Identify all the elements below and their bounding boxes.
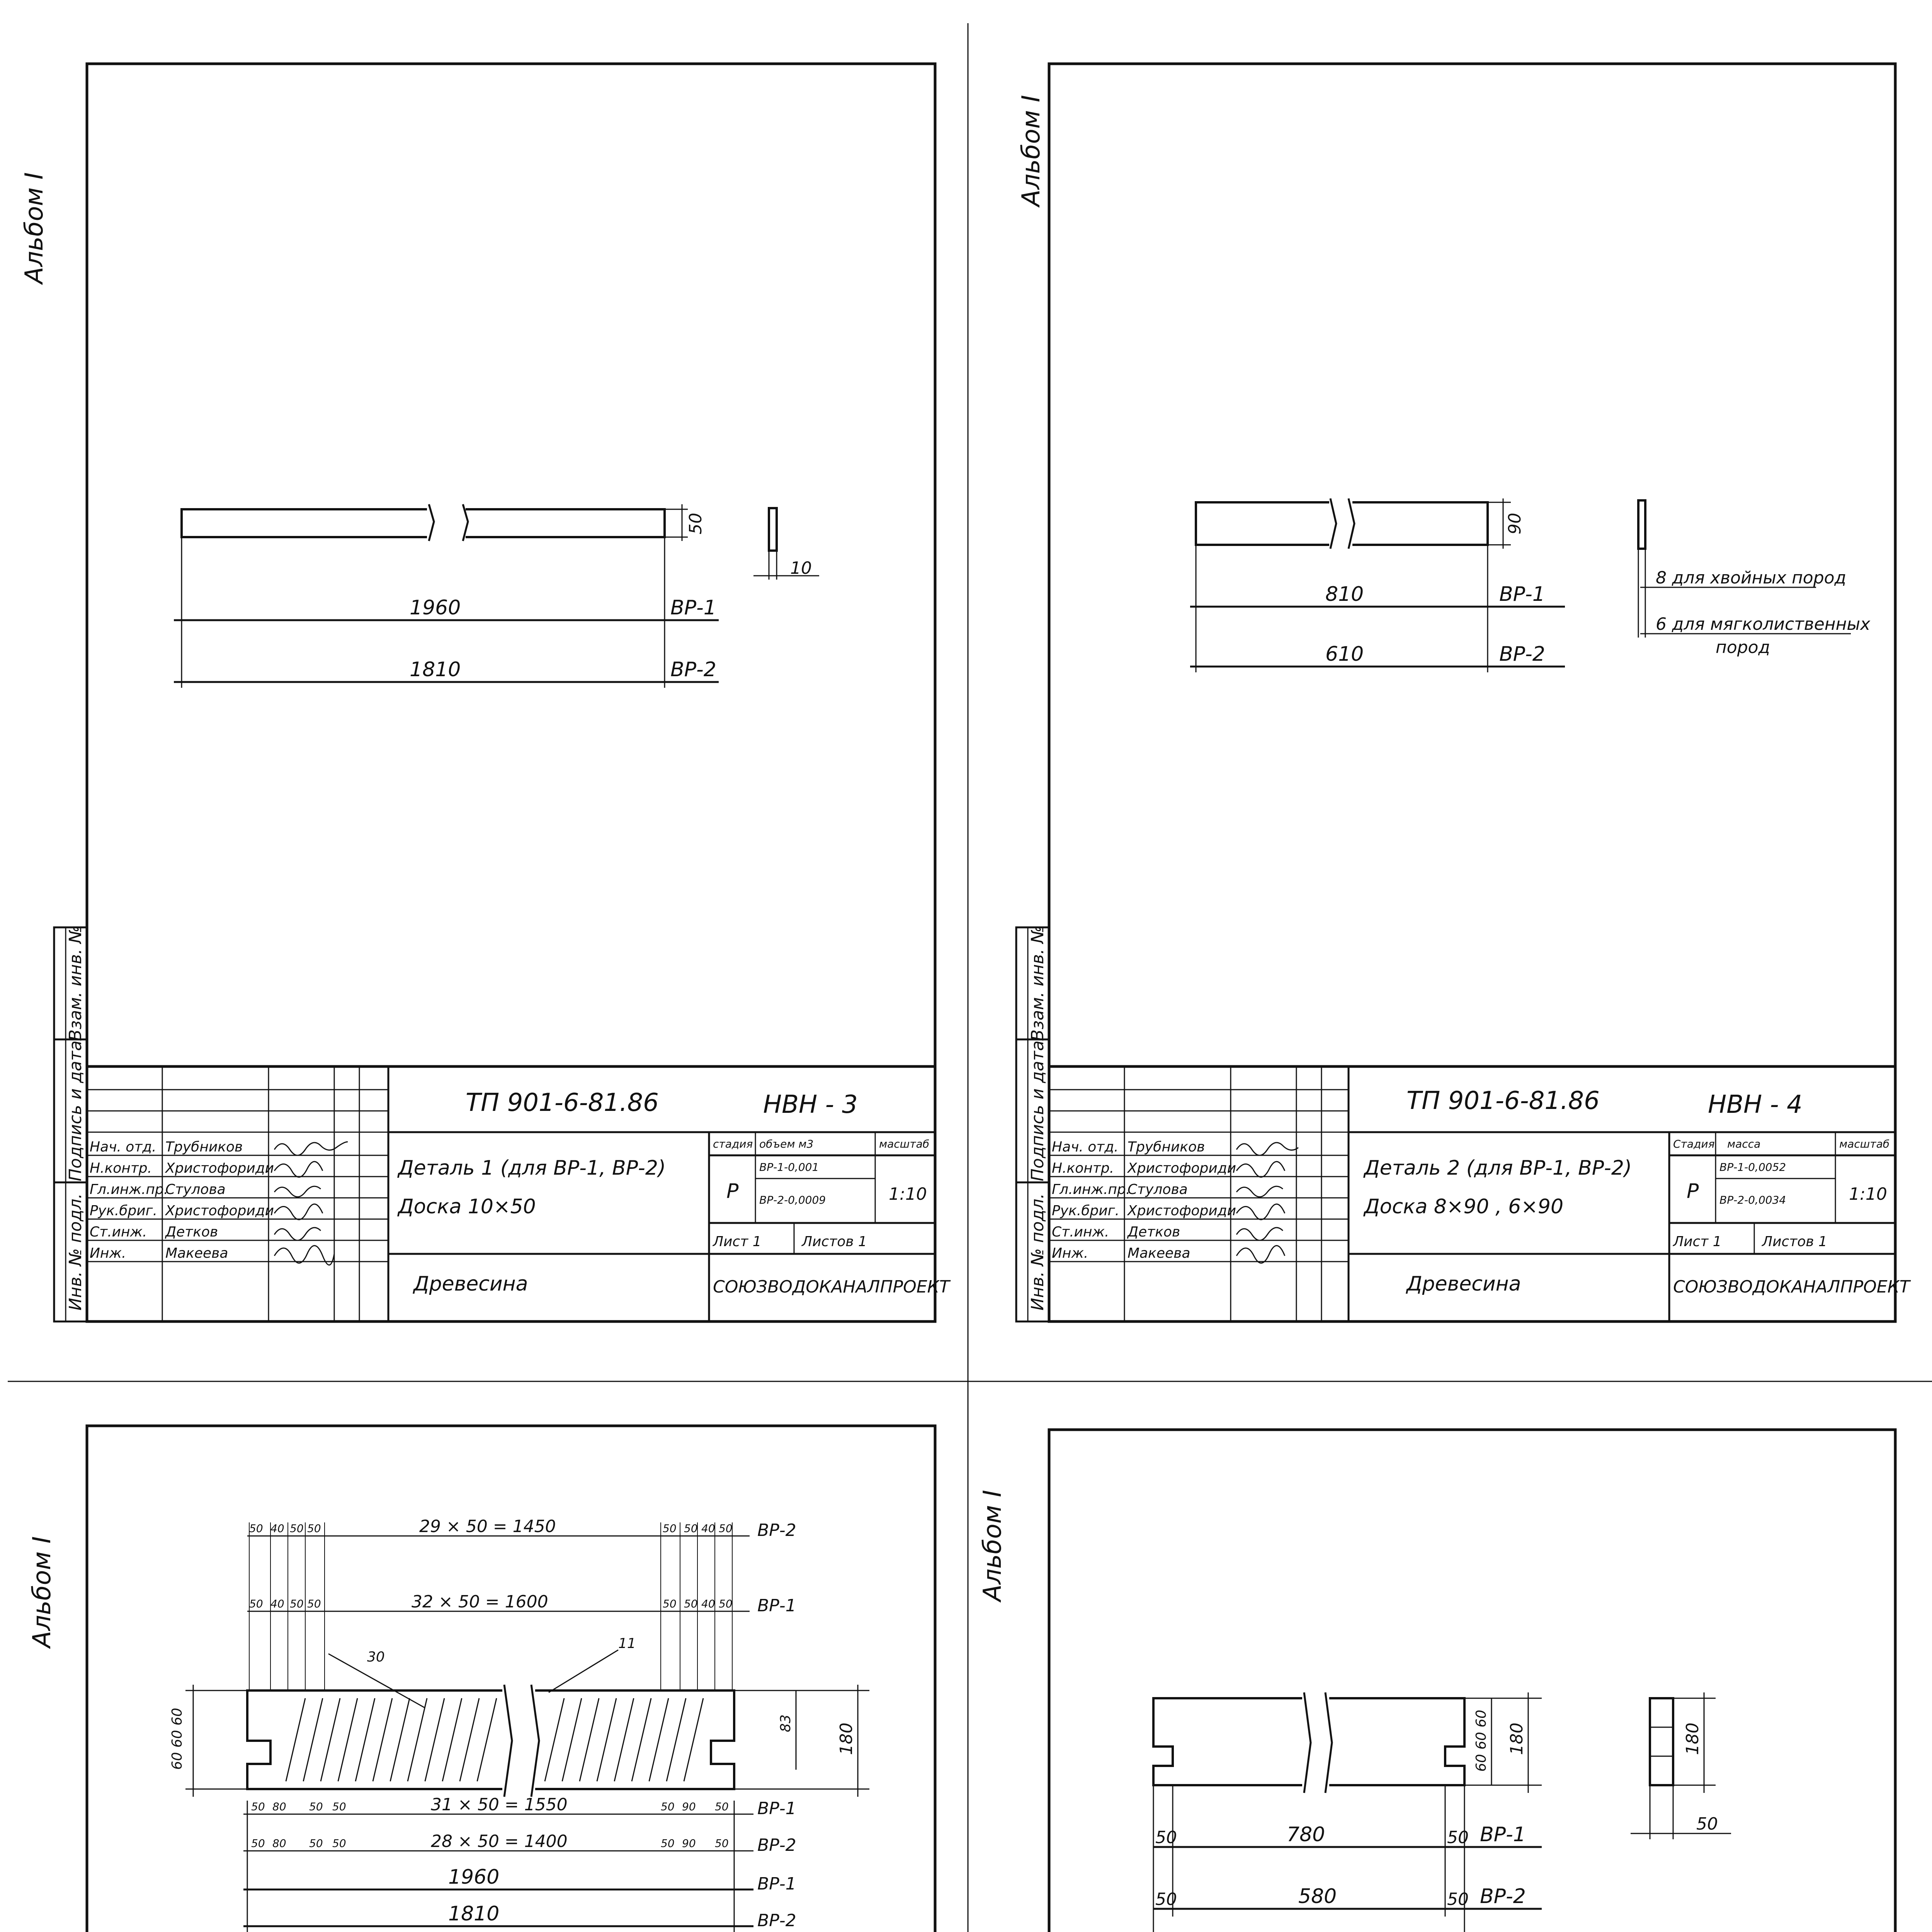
svg-text:780: 780 — [1287, 1823, 1325, 1846]
svg-text:50: 50 — [684, 1597, 698, 1610]
signatures — [1236, 1143, 1298, 1263]
svg-text:Листов 1: Листов 1 — [802, 1234, 867, 1250]
sheet-code: НВН - 4 — [1708, 1090, 1803, 1119]
svg-text:ВР-1: ВР-1 — [757, 1874, 796, 1894]
svg-text:90: 90 — [682, 1837, 696, 1850]
svg-text:29 × 50 = 1450: 29 × 50 = 1450 — [419, 1517, 556, 1536]
svg-text:Ст.инж.: Ст.инж. — [90, 1224, 147, 1240]
signatures — [274, 1142, 348, 1265]
svg-text:1:10: 1:10 — [1849, 1184, 1887, 1204]
detail-title: Деталь 1 (для ВР-1, ВР-2) — [398, 1156, 666, 1180]
svg-text:50: 50 — [1447, 1828, 1469, 1847]
svg-text:1960: 1960 — [448, 1866, 500, 1889]
svg-text:Нач. отд.: Нач. отд. — [1052, 1139, 1119, 1155]
svg-text:ВР-1: ВР-1 — [757, 1596, 796, 1616]
svg-text:31 × 50 = 1550: 31 × 50 = 1550 — [431, 1795, 568, 1815]
svg-text:Гл.инж.пр.: Гл.инж.пр. — [90, 1182, 168, 1197]
svg-text:Взам. инв. №: Взам. инв. № — [66, 925, 85, 1041]
svg-text:180: 180 — [1683, 1723, 1702, 1755]
svg-text:50: 50 — [251, 1837, 265, 1850]
svg-text:Лист 1: Лист 1 — [713, 1234, 762, 1250]
svg-text:стадия: стадия — [713, 1138, 753, 1150]
svg-text:40: 40 — [701, 1597, 715, 1610]
svg-text:Инв. № подл.: Инв. № подл. — [1028, 1193, 1048, 1311]
svg-text:Инж.: Инж. — [1052, 1245, 1088, 1261]
svg-text:Стулова: Стулова — [1128, 1182, 1188, 1197]
svg-text:40: 40 — [270, 1522, 284, 1535]
svg-text:60 60 60: 60 60 60 — [1473, 1709, 1489, 1772]
project-code: ТП 901-6-81.86 — [1406, 1087, 1600, 1115]
svg-text:50: 50 — [663, 1522, 677, 1535]
board-section — [1650, 1698, 1673, 1785]
svg-text:1960: 1960 — [410, 596, 461, 619]
board-front-view — [182, 509, 665, 537]
svg-text:объем м3: объем м3 — [759, 1138, 814, 1150]
svg-text:Трубников: Трубников — [165, 1139, 243, 1155]
album-label: Альбом I — [1017, 95, 1046, 207]
svg-text:50: 50 — [719, 1522, 733, 1535]
svg-text:масштаб: масштаб — [1839, 1138, 1890, 1150]
svg-text:50: 50 — [290, 1522, 304, 1535]
svg-text:Инв. № подл.: Инв. № подл. — [66, 1193, 85, 1311]
organization: СОЮЗВОДОКАНАЛПРОЕКТ — [713, 1277, 950, 1297]
svg-text:Гл.инж.пр.: Гл.инж.пр. — [1052, 1182, 1131, 1197]
svg-text:Лист 1: Лист 1 — [1673, 1234, 1722, 1250]
side-stamp — [54, 926, 87, 1321]
svg-text:ВР-1: ВР-1 — [757, 1799, 796, 1818]
board-size: Доска 8×90 , 6×90 — [1364, 1195, 1564, 1218]
svg-text:Рук.бриг.: Рук.бриг. — [90, 1203, 158, 1219]
svg-text:ВР-2-0,0034: ВР-2-0,0034 — [1719, 1194, 1786, 1206]
svg-text:Христофориди: Христофориди — [165, 1203, 274, 1219]
svg-text:580: 580 — [1298, 1885, 1337, 1908]
svg-text:180: 180 — [1507, 1723, 1527, 1755]
svg-text:1810: 1810 — [448, 1902, 500, 1925]
part-drawing-detail-4 — [1153, 1692, 1731, 1932]
svg-text:Христофориди: Христофориди — [1128, 1160, 1236, 1176]
part-drawing-detail-3 — [169, 1517, 869, 1932]
svg-text:Христофориди: Христофориди — [165, 1160, 274, 1176]
svg-text:Р: Р — [726, 1180, 739, 1203]
svg-text:50: 50 — [332, 1800, 346, 1813]
svg-text:ВР-1-0,001: ВР-1-0,001 — [759, 1161, 819, 1173]
svg-text:28 × 50 = 1400: 28 × 50 = 1400 — [431, 1832, 568, 1851]
svg-text:8 для хвойных пород: 8 для хвойных пород — [1656, 568, 1846, 588]
svg-text:ВР-1: ВР-1 — [670, 596, 716, 619]
svg-text:ВР-2: ВР-2 — [757, 1835, 796, 1855]
svg-text:Стулова: Стулова — [165, 1182, 226, 1197]
sheet-code: НВН - 3 — [763, 1090, 858, 1119]
part-drawing-detail-1 — [174, 504, 819, 688]
svg-text:Детков: Детков — [1128, 1224, 1180, 1240]
svg-text:Подпись и дата: Подпись и дата — [66, 1040, 85, 1182]
svg-text:90: 90 — [1505, 513, 1525, 534]
svg-text:50: 50 — [686, 513, 706, 534]
svg-text:50: 50 — [1696, 1814, 1718, 1834]
svg-text:32 × 50 = 1600: 32 × 50 = 1600 — [412, 1592, 548, 1612]
album-label: Альбом I — [20, 172, 49, 284]
svg-text:50: 50 — [332, 1837, 346, 1850]
material: Древесина — [1406, 1272, 1521, 1296]
board-section — [769, 508, 777, 551]
svg-text:40: 40 — [270, 1597, 284, 1610]
svg-text:пород: пород — [1716, 638, 1770, 657]
svg-text:Взам. инв. №: Взам. инв. № — [1028, 925, 1048, 1041]
svg-text:ВР-2: ВР-2 — [757, 1911, 796, 1930]
svg-text:180: 180 — [837, 1723, 856, 1755]
svg-text:1:10: 1:10 — [889, 1184, 927, 1204]
svg-text:масштаб: масштаб — [879, 1138, 930, 1150]
detail-title: Деталь 2 (для ВР-1, ВР-2) — [1364, 1156, 1632, 1180]
svg-text:Инж.: Инж. — [90, 1245, 126, 1261]
sheet-nvn-6 — [978, 1430, 1932, 1932]
project-code: ТП 901-6-81.86 — [466, 1088, 659, 1117]
svg-text:ВР-1: ВР-1 — [1499, 583, 1545, 606]
title-block — [1049, 1066, 1911, 1321]
svg-text:Рук.бриг.: Рук.бриг. — [1052, 1203, 1120, 1219]
svg-text:90: 90 — [682, 1800, 696, 1813]
board-size: Доска 10×50 — [398, 1195, 536, 1218]
board-front-view — [247, 1690, 734, 1789]
svg-text:610: 610 — [1325, 643, 1364, 666]
sheet-frame — [87, 1426, 935, 1932]
side-stamp — [1016, 926, 1049, 1321]
svg-text:83: 83 — [778, 1714, 794, 1732]
album-label: Альбом I — [978, 1490, 1007, 1602]
svg-text:ВР-2-0,0009: ВР-2-0,0009 — [759, 1194, 826, 1206]
svg-text:Н.контр.: Н.контр. — [90, 1160, 152, 1176]
svg-text:ВР-2: ВР-2 — [670, 658, 716, 681]
sheet-nvn-5 — [28, 1426, 951, 1932]
svg-text:50: 50 — [715, 1837, 729, 1850]
svg-text:ВР-2: ВР-2 — [1480, 1885, 1526, 1908]
part-drawing-detail-2 — [1190, 498, 1871, 672]
svg-text:50: 50 — [715, 1800, 729, 1813]
svg-text:ВР-2: ВР-2 — [757, 1520, 796, 1540]
svg-text:ВР-1: ВР-1 — [1480, 1823, 1526, 1846]
svg-text:Н.контр.: Н.контр. — [1052, 1160, 1114, 1176]
svg-text:50: 50 — [661, 1837, 675, 1850]
svg-text:Макеева: Макеева — [1128, 1245, 1190, 1261]
svg-text:50: 50 — [1155, 1889, 1177, 1909]
album-label: Альбом I — [28, 1536, 56, 1648]
material: Древесина — [413, 1272, 528, 1296]
svg-text:810: 810 — [1325, 583, 1364, 606]
svg-text:50: 50 — [719, 1597, 733, 1610]
board-section — [1638, 500, 1645, 549]
svg-text:50: 50 — [1155, 1828, 1177, 1847]
svg-text:40: 40 — [701, 1522, 715, 1535]
svg-text:Подпись и дата: Подпись и дата — [1028, 1040, 1048, 1182]
svg-text:1810: 1810 — [410, 658, 461, 681]
svg-text:50: 50 — [307, 1522, 321, 1535]
svg-text:Детков: Детков — [165, 1224, 218, 1240]
svg-text:50: 50 — [684, 1522, 698, 1535]
svg-text:ВР-2: ВР-2 — [1499, 643, 1545, 666]
title-block — [87, 1066, 951, 1321]
svg-text:50: 50 — [290, 1597, 304, 1610]
sheet-nvn-3 — [20, 64, 951, 1321]
svg-text:6 для мягколиственных: 6 для мягколиственных — [1656, 614, 1871, 634]
sheet-nvn-4 — [1016, 64, 1911, 1321]
svg-text:50: 50 — [661, 1800, 675, 1813]
svg-text:50: 50 — [249, 1597, 263, 1610]
svg-text:ВР-1-0,0052: ВР-1-0,0052 — [1719, 1161, 1786, 1173]
svg-text:Христофориди: Христофориди — [1128, 1203, 1236, 1219]
svg-text:10: 10 — [790, 558, 812, 578]
svg-text:80: 80 — [272, 1800, 286, 1813]
svg-text:Ст.инж.: Ст.инж. — [1052, 1224, 1109, 1240]
svg-text:11: 11 — [618, 1636, 636, 1651]
svg-text:масса: масса — [1727, 1138, 1761, 1150]
svg-text:60 60 60: 60 60 60 — [169, 1708, 185, 1770]
svg-text:50: 50 — [307, 1597, 321, 1610]
svg-text:50: 50 — [309, 1837, 323, 1850]
svg-text:80: 80 — [272, 1837, 286, 1850]
svg-text:50: 50 — [249, 1522, 263, 1535]
svg-text:50: 50 — [251, 1800, 265, 1813]
svg-text:50: 50 — [309, 1800, 323, 1813]
svg-text:50: 50 — [663, 1597, 677, 1610]
svg-text:Р: Р — [1687, 1180, 1699, 1203]
organization: СОЮЗВОДОКАНАЛПРОЕКТ — [1673, 1277, 1910, 1297]
sheet-frame — [1049, 1430, 1895, 1932]
svg-text:Листов 1: Листов 1 — [1762, 1234, 1827, 1250]
svg-text:50: 50 — [1447, 1889, 1469, 1909]
svg-text:Стадия: Стадия — [1673, 1138, 1715, 1150]
svg-text:Нач. отд.: Нач. отд. — [90, 1139, 156, 1155]
svg-text:Макеева: Макеева — [165, 1245, 228, 1261]
svg-text:Трубников: Трубников — [1128, 1139, 1205, 1155]
svg-text:30: 30 — [367, 1649, 385, 1665]
